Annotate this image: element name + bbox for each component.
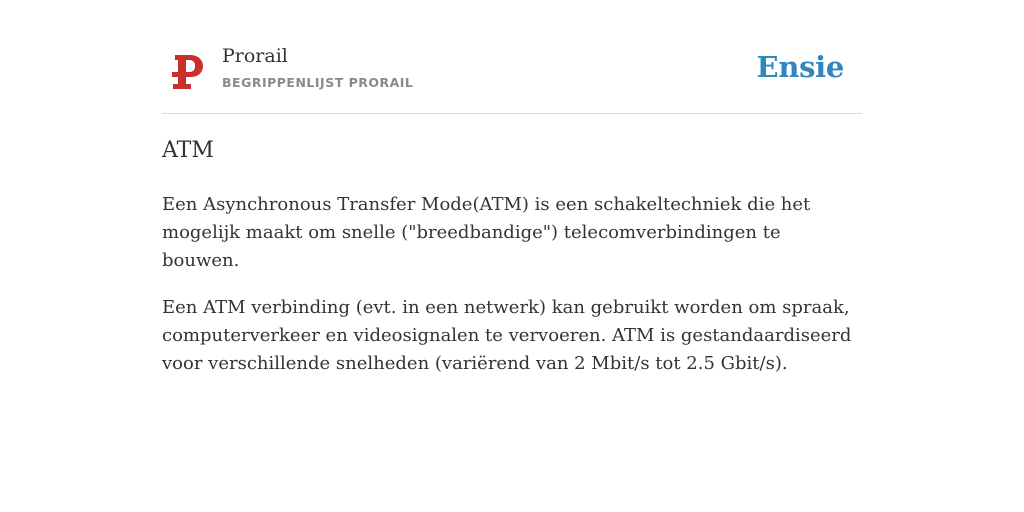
prorail-logo-icon[interactable] [170,53,204,91]
header [162,0,862,114]
org-subtitle[interactable]: BEGRIPPENLIJST PRORAIL [222,75,414,90]
definition-paragraph-2: Een ATM verbinding (evt. in een netwerk) kan gebruikt worden om spraak, computerverkeer en videosignalen te vervoeren. ATM is gestandaardiseerd voor verschillende snelheden (variërend van 2 Mbit/s tot 2.5 Gbit/s). [162,297,852,374]
definition-paragraph-1: Een Asynchronous Transfer Mode(ATM) is een schakeltechniek die het mogelijk maakt om snelle ("breedbandige") telecomverbindingen te bouwen. [162,194,811,271]
definition [162,191,862,397]
content-container [162,0,862,374]
term-title: ATM [162,138,214,163]
org-name[interactable]: Prorail [222,45,288,67]
ensie-brand-link[interactable]: Ensie [756,50,844,84]
